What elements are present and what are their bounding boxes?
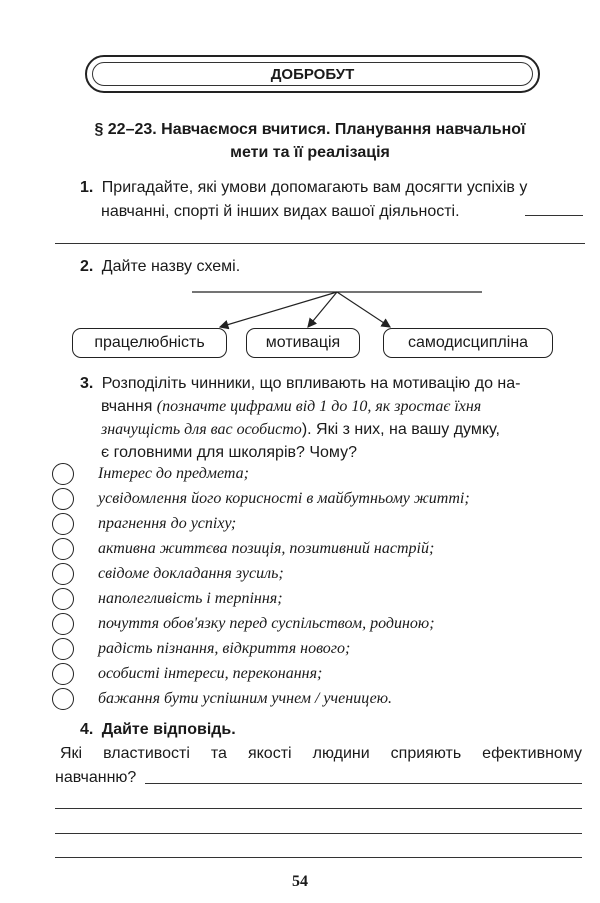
answer-circle[interactable]: [52, 513, 74, 535]
question-1-line1: Пригадайте, які умови допомагають вам досягти успіхів у: [101, 179, 528, 196]
factor-item-4: [52, 538, 434, 560]
section-title-line2: мети та її реалізація: [230, 144, 390, 161]
question-3-line3: [101, 418, 500, 441]
scheme-box-3: самодисципліна: [383, 328, 553, 358]
answer-circle[interactable]: [52, 563, 74, 585]
question-3-line3-a: значущість для вас особисто: [101, 421, 302, 438]
question-4: [80, 718, 236, 741]
arrow-to-box-2: [308, 292, 337, 327]
question-3-number: 3.: [80, 375, 94, 392]
factor-text: особисті інтереси, переконання;: [98, 665, 323, 682]
factor-text: наполегливість і терпіння;: [98, 590, 283, 607]
answer-line-4c[interactable]: [55, 833, 582, 834]
answer-circle[interactable]: [52, 663, 74, 685]
factor-item-8: [52, 638, 350, 660]
question-4-title: Дайте відповідь.: [101, 721, 236, 738]
arrow-to-box-1: [220, 292, 337, 327]
question-3-line1: Розподіліть чинники, що впливають на мотивацію до на-: [101, 375, 521, 392]
question-2-text: Дайте назву схемі.: [101, 258, 241, 275]
question-4-line2: навчанню?: [55, 769, 137, 786]
factor-item-3: [52, 513, 236, 535]
question-1-line2: навчанні, спорті й інших видах вашої діяльності.: [101, 203, 460, 220]
answer-circle[interactable]: [52, 588, 74, 610]
section-title-line1: § 22–23. Навчаємося вчитися. Планування навчальної: [94, 121, 526, 138]
factor-item-9: [52, 663, 322, 685]
factor-text: активна життєва позиція, позитивний настрій;: [98, 540, 435, 557]
answer-circle[interactable]: [52, 688, 74, 710]
factor-text: свідоме докладання зусиль;: [98, 565, 284, 582]
question-1-number: 1.: [80, 179, 94, 196]
question-3-line2: [101, 395, 481, 418]
factor-text: почуття обов'язку перед суспільством, родиною;: [98, 615, 435, 632]
arrow-to-box-3: [337, 292, 390, 327]
factor-item-1: [52, 463, 249, 485]
question-2-number: 2.: [80, 258, 94, 275]
factor-text: радість пізнання, відкриття нового;: [98, 640, 351, 657]
factor-text: прагнення до успіху;: [98, 515, 237, 532]
answer-circle[interactable]: [52, 538, 74, 560]
scheme-box-2: мотивація: [246, 328, 360, 358]
question-3-line4: є головними для школярів? Чому?: [101, 444, 357, 461]
question-4-number: 4.: [80, 721, 94, 738]
answer-line-4d[interactable]: [55, 857, 582, 858]
answer-circle[interactable]: [52, 638, 74, 660]
factor-text: усвідомлення його корисності в майбутньому житті;: [98, 490, 470, 507]
question-3-line2-a: вчання: [101, 398, 157, 415]
factor-text: Інтерес до предмета;: [98, 465, 249, 482]
question-3-line3-b: ). Які з них, на вашу думку,: [301, 421, 500, 438]
answer-line-4a[interactable]: [145, 783, 582, 784]
answer-circle[interactable]: [52, 463, 74, 485]
question-3: [80, 372, 521, 395]
question-4-line1: Які властивості та якості людини сприяють ефективному: [60, 745, 582, 762]
factor-item-6: [52, 588, 283, 610]
answer-circle[interactable]: [52, 613, 74, 635]
scheme-box-1: працелюбність: [72, 328, 227, 358]
answer-line-4b[interactable]: [55, 808, 582, 809]
factor-text: бажання бути успішним учнем / ученицею.: [98, 690, 392, 707]
factor-item-7: [52, 613, 435, 635]
factor-item-2: [52, 488, 470, 510]
factor-item-10: [52, 688, 392, 710]
factor-item-5: [52, 563, 284, 585]
banner-title: ДОБРОБУТ: [92, 62, 533, 86]
page-number: 54: [292, 873, 308, 890]
question-3-line2-b: (позначте цифрами від 1 до 10, як зростає їхня: [156, 398, 482, 415]
answer-circle[interactable]: [52, 488, 74, 510]
